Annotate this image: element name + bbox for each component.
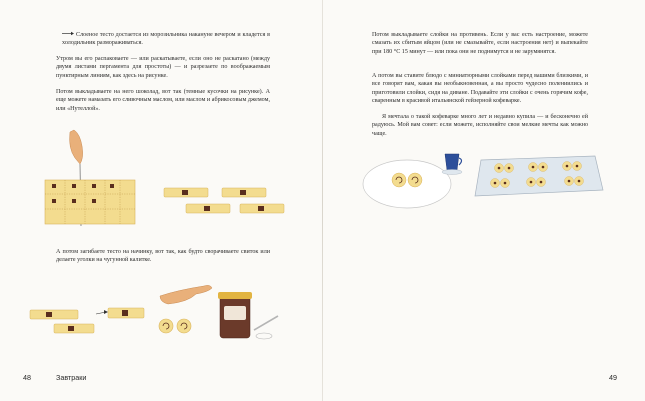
cutting-pastry-illustration bbox=[40, 128, 140, 228]
arrow-icon bbox=[62, 31, 76, 39]
left-page bbox=[0, 0, 322, 401]
paragraph-2: Утром вы его распаковаете — или раскатываете, если оно не раскатано (между двумя листами пергамента для простоты) — и разрезаете по воображаемым пунктирным линиям, как здесь на рисунке. bbox=[56, 56, 270, 79]
running-head: Завтраки bbox=[56, 373, 87, 382]
page-number-right: 49 bbox=[609, 373, 617, 382]
paragraph-6: А потом вы ставите блюдо с миниатюрными слойками перед вашими близкими, и все говорят вам, какая вы необыкновенная, а вы просто чудесно полениились и приготовили слойки, сидя на диване. Подавайте эти слойки с очень горячим кофе, сваренным в красивой итальянской гейзерной кофеварке. bbox=[372, 73, 588, 105]
pastry-strips-illustration bbox=[160, 182, 290, 222]
page-number-left: 48 bbox=[23, 373, 31, 382]
paragraph-1: Слоеное тесто достается из морозильника накануне вечером и кладется в холодильник размораживаться. bbox=[62, 32, 270, 47]
serving-illustration bbox=[359, 142, 629, 217]
paragraph-5: Потом выкладываете слойки на противень. Если у вас есть настроение, можете смазать их сбитым яйцом (или не смазывайте, если настроения нет) и выпекайте при 180 °C 15 минут — или пока они не поднимутся и не зарумянятся. bbox=[372, 32, 588, 55]
paragraph-7: Я мечтала о такой кофеварке много лет и недавно купила — и бесконечно ей радуюсь. Мой вам совет: если можете, исполняйте свои мелкие мечты как можно чаще. bbox=[372, 114, 588, 137]
rolling-pastry-illustration bbox=[28, 272, 288, 352]
paragraph-4: А потом загибаете тесто на начинку, вот так, как будто сворачиваете свиток или делаете уголки на чугунной калитке. bbox=[56, 249, 270, 264]
right-page bbox=[323, 0, 645, 401]
paragraph-3: Потом выкладываете на него шоколад, вот так (темные кусочки на рисунке). А еще можете намазать его сливочным маслом, или маслом и абрикосовым джемом, или «Нутеллой». bbox=[56, 89, 270, 112]
